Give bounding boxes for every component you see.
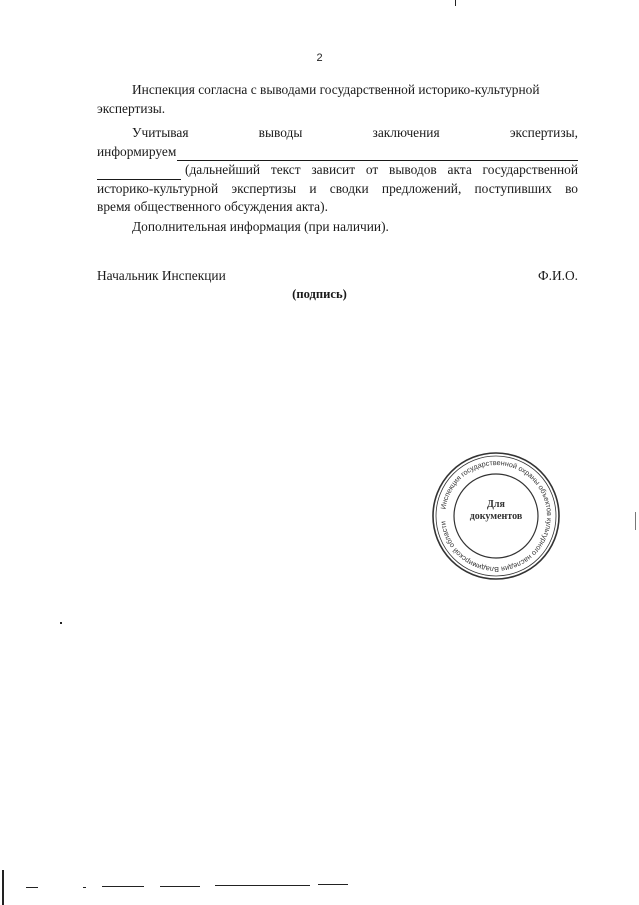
word-3: заключения	[372, 125, 440, 140]
conclusions-line4: историко-культурной экспертизы и сводки предложений, поступивших во	[97, 180, 578, 196]
scan-mark-bottom-4	[160, 886, 200, 887]
paragraph-agreement-line1: Инспекция согласна с выводами государственной историко-культурной	[132, 82, 540, 97]
page-number: 2	[316, 52, 323, 64]
word-1: Учитывая	[132, 125, 189, 140]
inform-line	[97, 143, 578, 162]
paragraph-conclusions	[97, 124, 578, 217]
stamp-center-line2: документов	[469, 511, 523, 522]
scan-mark-bottom-1	[26, 887, 38, 888]
word-4: экспертизы,	[509, 125, 578, 140]
scan-mark-bottom-2	[83, 887, 86, 888]
signature-caption: (подпись)	[292, 287, 347, 301]
stamp-ring-text: Инспекция государственной охраны объектов культурного наследия Владимирской области	[438, 457, 555, 575]
scan-mark-bottom-6	[318, 884, 348, 885]
inform-blank-line	[177, 147, 578, 161]
official-stamp	[431, 451, 561, 581]
scan-dot	[60, 622, 62, 624]
stamp-center-line1: Для	[487, 499, 505, 510]
stamp-center-text	[431, 499, 561, 523]
leading-blank-line	[97, 166, 181, 180]
conclusions-line3-text: (дальнейший текст зависит от выводов акта государственной	[185, 162, 578, 177]
paragraph-agreement-line2: экспертизы.	[97, 100, 166, 116]
word-2: выводы	[258, 125, 303, 140]
conclusions-line3	[97, 161, 578, 180]
inform-label: информируем	[97, 143, 177, 159]
signer-position: Начальник Инспекции	[97, 268, 226, 283]
scan-mark-left-edge	[2, 870, 4, 905]
scan-mark-bottom-3	[102, 886, 144, 887]
signature-row	[97, 268, 578, 284]
scan-mark-right	[635, 512, 636, 530]
conclusions-line5: время общественного обсуждения акта).	[97, 199, 328, 214]
scan-mark-bottom-5	[215, 885, 310, 886]
conclusions-first-line	[97, 124, 578, 143]
scan-mark-top	[455, 0, 456, 6]
signer-name: Ф.И.О.	[538, 268, 578, 283]
paragraph-agreement	[97, 81, 578, 118]
paragraph-additional-info: Дополнительная информация (при наличии).	[132, 219, 389, 234]
